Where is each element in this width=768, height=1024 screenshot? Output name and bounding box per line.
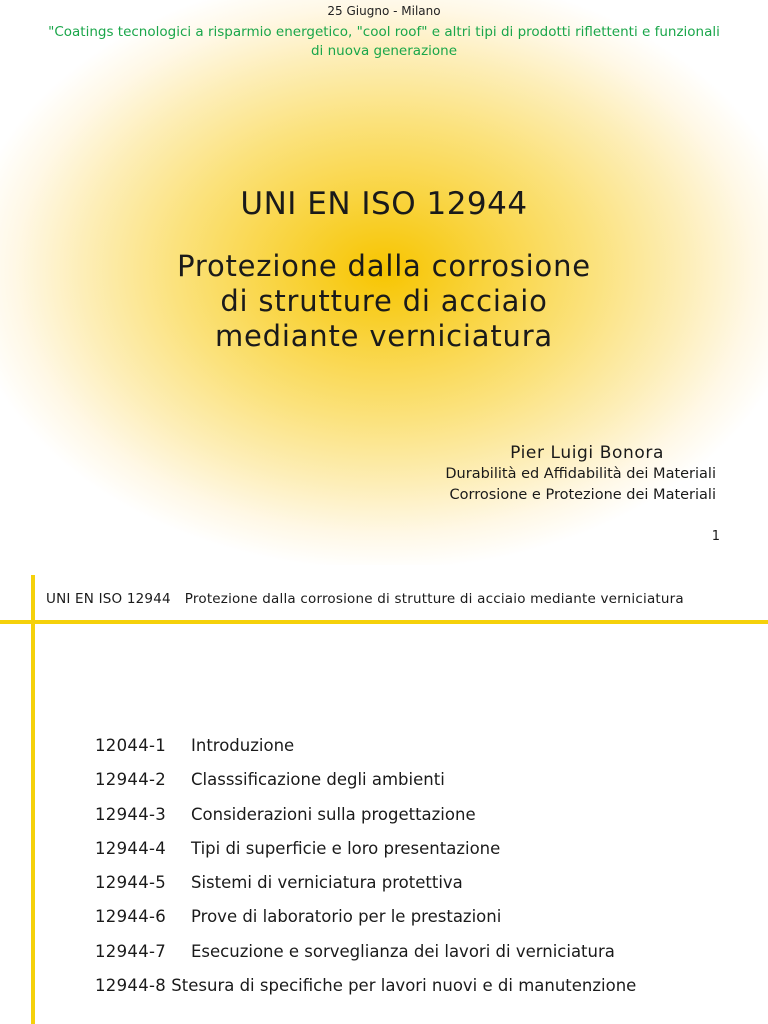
part-number: 12944-5 (95, 873, 167, 893)
part-number: 12944-2 (95, 770, 167, 790)
part-title: Esecuzione e sorveglianza dei lavori di verniciatura (191, 941, 615, 961)
author-affiliation: Corrosione e Protezione dei Materiali (449, 487, 716, 503)
standard-code: UNI EN ISO 12944 (240, 186, 528, 222)
slide-title-line: mediante verniciatura (214, 319, 553, 353)
slide-header (46, 591, 768, 607)
part-title: Stesura di specifiche per lavori nuovi e di manutenzione (171, 976, 637, 996)
list-item (95, 906, 715, 927)
part-number: 12944-7 (95, 941, 167, 961)
part-title: Considerazioni sulla progettazione (191, 804, 476, 824)
part-title: Classsificazione degli ambienti (191, 770, 445, 790)
date-location: 25 Giugno - Milano (327, 4, 441, 18)
event-title: "Coatings tecnologici a risparmio energetico, "cool roof" e altri tipi di prodotti riflettenti e funzionali di nuova generazione (48, 24, 720, 59)
vertical-rule (31, 575, 35, 1024)
part-number: 12044-1 (95, 736, 167, 755)
list-item (95, 975, 715, 996)
author-name: Pier Luigi Bonora (510, 443, 664, 463)
header-standard-code: UNI EN ISO 12944 (46, 591, 171, 607)
part-number: 12944-6 (95, 907, 167, 927)
contents-slide (0, 565, 768, 1024)
part-number: 12944-8 (95, 976, 167, 996)
header-title: Protezione dalla corrosione di strutture di acciaio mediante verniciatura (184, 591, 684, 607)
slide-title-line: di strutture di acciaio (220, 284, 548, 318)
slide-page-number: 1 (711, 529, 720, 544)
list-item (95, 872, 715, 893)
part-title: Introduzione (191, 736, 295, 755)
slide-title (0, 249, 768, 354)
author-affiliation: Durabilità ed Affidabilità dei Materiali (445, 466, 716, 482)
part-number: 12944-4 (95, 838, 167, 858)
list-item (95, 804, 715, 825)
list-item (95, 769, 715, 790)
part-number: 12944-3 (95, 804, 167, 824)
list-item (95, 838, 715, 859)
part-title: Tipi di superficie e loro presentazione (191, 838, 501, 858)
standard-parts-list (95, 735, 715, 1009)
list-item (95, 941, 715, 962)
horizontal-rule (0, 620, 768, 624)
part-title: Sistemi di verniciatura protettiva (191, 873, 463, 893)
list-item (95, 735, 715, 756)
slide-title-line: Protezione dalla corrosione (177, 249, 591, 283)
part-title: Prove di laboratorio per le prestazioni (191, 907, 502, 927)
